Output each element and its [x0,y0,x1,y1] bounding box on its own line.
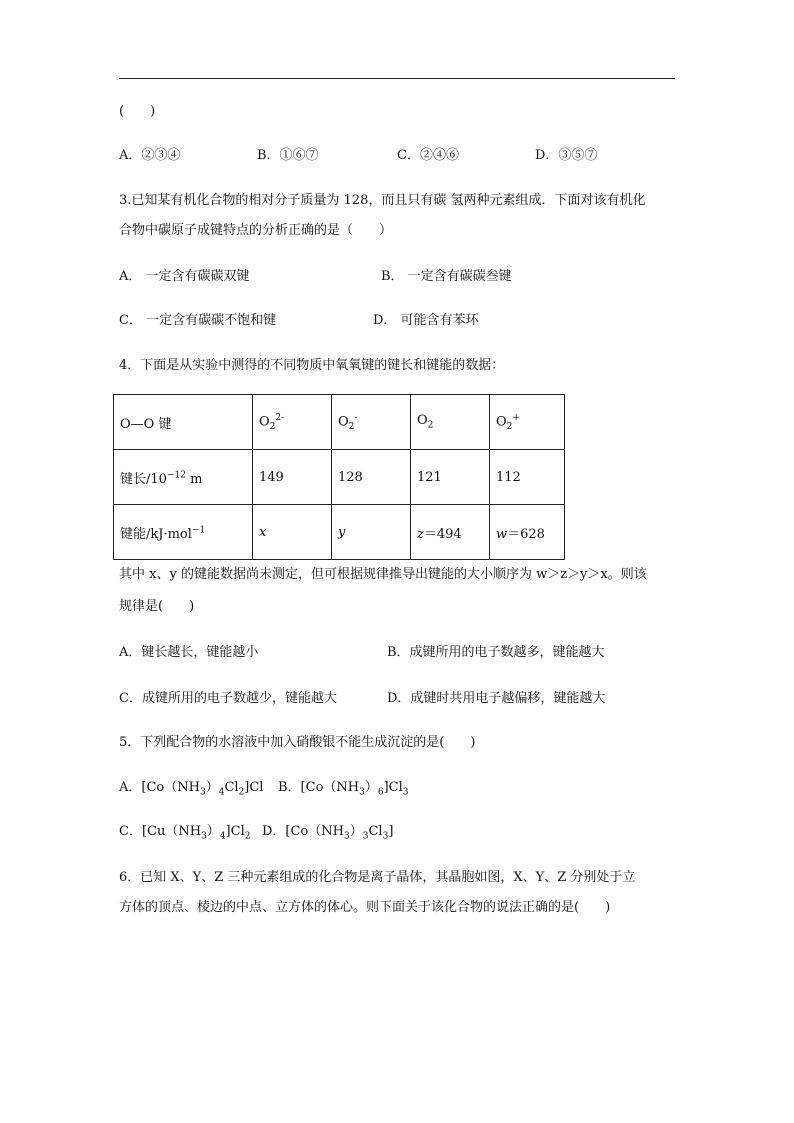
q2-option-b: B．①⑥⑦ [257,148,319,163]
q5-option-d: D．$[Co(NH_3)_3Cl_3]$ [262,824,394,842]
table-cell: x [253,505,332,560]
q4-option-a: A．键长越长，键能越小 [119,645,259,660]
table-header-o2-2minus: $O_2^{2-}$ [253,395,332,450]
table-header-bond: O—O 键 [114,395,253,450]
q4-follow-line1: 其中 x、y 的键能数据尚未测定，但可根据规律推导出键能的大小顺序为 w＞z＞y＞x。则该 [119,567,647,582]
table-cell: y [332,505,411,560]
q3-stem-line1: 3.已知某有机化合物的相对分子质量为 128，而且只有碳 氢两种元素组成．下面对该有机化 [119,193,646,208]
q3-option-b: B． 一定含有碳碳叁键 [381,269,512,284]
table-cell: 149 [253,450,332,505]
q4-stem: 4．下面是从实验中测得的不同物质中氧氧键的键长和键能的数据： [119,358,505,373]
q2-option-a: A．②③④ [119,148,181,163]
q5-option-a: A．$[Co(NH_3)_4Cl_2]Cl$ [119,780,264,798]
table-cell: 112 [490,450,565,505]
q2-option-d: D．③⑤⑦ [535,148,598,163]
q3-option-a: A． 一定含有碳碳双键 [119,269,250,284]
header-rule [119,78,675,79]
table-header-o2-minus: $O_2^-$ [332,395,411,450]
table-cell: w＝628 [490,505,565,560]
table-header-o2-plus: $O_2^+$ [490,395,565,450]
q3-stem-line2: 合物中碳原子成键特点的分析正确的是（ ） [119,223,393,238]
table-cell: 128 [332,450,411,505]
table-row [114,395,565,450]
q3-option-c: C． 一定含有碳碳不饱和键 [119,313,277,328]
q2-answer-paren: ( ) [119,104,156,119]
q5-stem: 5．下列配合物的水溶液中加入硝酸银不能生成沉淀的是( ) [119,735,476,750]
q5-option-c: C．$[Cu(NH_3)_4]Cl_2$ [119,824,251,842]
q4-follow-line2: 规律是( ) [119,599,195,614]
table-header-o2: $O_2$ [411,395,490,450]
q5-option-b: B．$[Co(NH_3)_6]Cl_3$ [278,780,409,798]
q4-option-d: D．成键时共用电子越偏移，键能越大 [387,691,606,706]
q6-stem-line1: 6．已知 X、Y、Z 三种元素组成的化合物是离子晶体，其晶胞如图，X、Y、Z 分别处于立 [119,870,636,885]
q4-option-b: B．成键所用的电子数越多，键能越大 [387,645,605,660]
table-row [114,450,565,505]
q4-option-c: C．成键所用的电子数越少，键能越大 [119,691,337,706]
table-label-bond-energy: 键能/kJ·mol$^{-1}$ [114,505,253,560]
table-label-bond-length: 键长$/10^{-12}$ m [114,450,253,505]
table-cell: 121 [411,450,490,505]
table-row [114,505,565,560]
q6-stem-line2: 方体的顶点、棱边的中点、立方体的体心。则下面关于该化合物的说法正确的是( ) [119,900,611,915]
table-cell: z＝494 [411,505,490,560]
bond-data-table [113,394,565,560]
q3-option-d: D． 可能含有苯环 [373,313,479,328]
q2-option-c: C．②④⑥ [397,148,459,163]
